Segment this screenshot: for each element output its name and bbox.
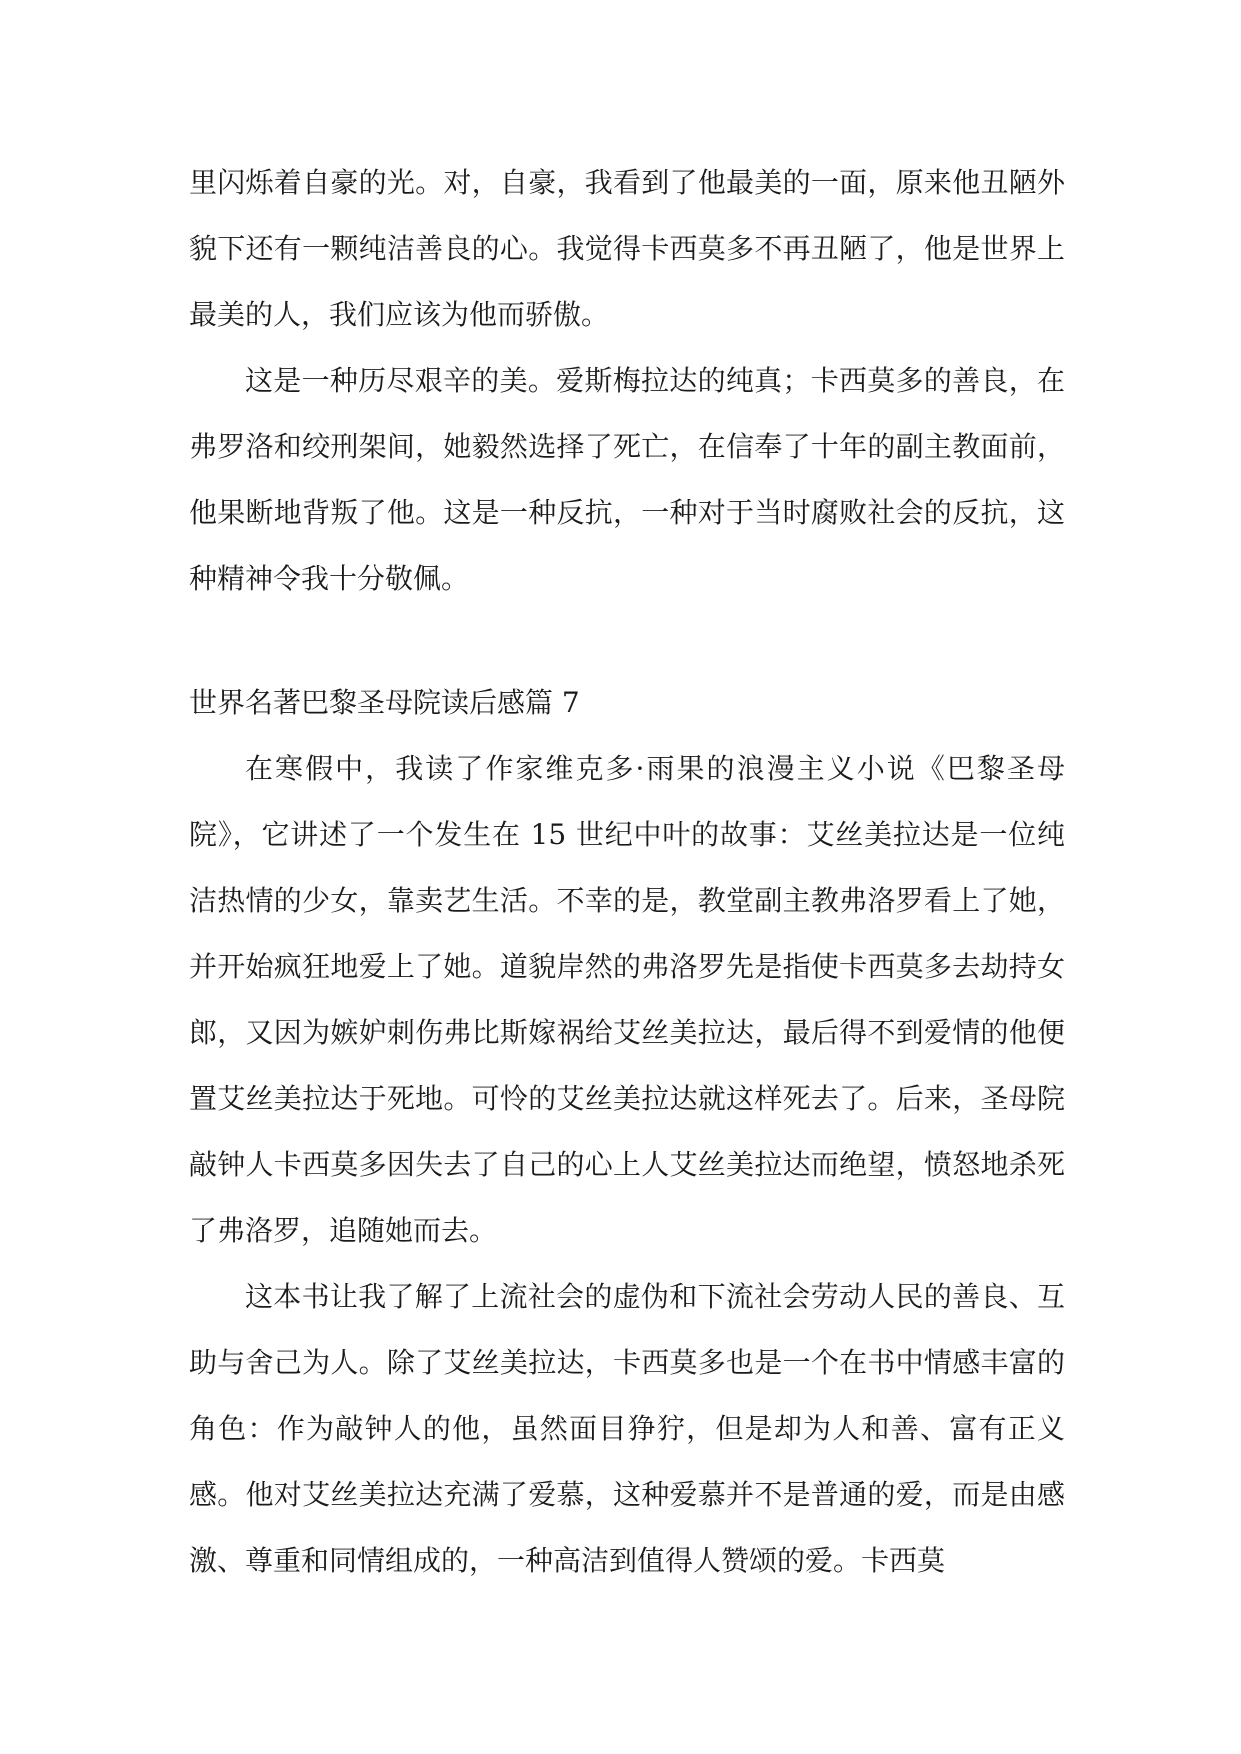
section-heading: 世界名著巴黎圣母院读后感篇 7 [189,686,580,719]
paragraph-2: 这是一种历尽艰辛的美。爱斯梅拉达的纯真；卡西莫多的善良，在弗罗洛和绞刑架间，她毅然选择了死亡，在信奉了十年的副主教面前，他果断地背叛了他。这是一种反抗，一种对于当时腐败社会的反抗，这种精神令我十分敬佩。 [189,364,1065,595]
paragraph-3: 在寒假中，我读了作家维克多·雨果的浪漫主义小说《巴黎圣母院》，它讲述了一个发生在 15 世纪中叶的故事：艾丝美拉达是一位纯洁热情的少女，靠卖艺生活。不幸的是，教堂副主教弗洛罗看上了她，并开始疯狂地爱上了她。道貌岸然的弗洛罗先是指使卡西莫多去劫持女郎，又因为嫉妒刺伤弗比斯嫁祸给艾丝美拉达，最后得不到爱情的他便置艾丝美拉达于死地。可怜的艾丝美拉达就这样死去了。后来，圣母院敲钟人卡西莫多因失去了自己的心上人艾丝美拉达而绝望，愤怒地杀死了弗洛罗，追随她而去。 [189,752,1065,1247]
paragraph-1: 里闪烁着自豪的光。对，自豪，我看到了他最美的一面，原来他丑陋外貌下还有一颗纯洁善良的心。我觉得卡西莫多不再丑陋了，他是世界上最美的人，我们应该为他而骄傲。 [189,166,1065,331]
document-page [189,150,1065,1594]
paragraph-4: 这本书让我了解了上流社会的虚伪和下流社会劳动人民的善良、互助与舍己为人。除了艾丝美拉达，卡西莫多也是一个在书中情感丰富的角色：作为敲钟人的他，虽然面目狰狞，但是却为人和善、富有正义感。他对艾丝美拉达充满了爱慕，这种爱慕并不是普通的爱，而是由感激、尊重和同情组成的，一种高洁到值得人赞颂的爱。卡西莫 [189,1280,1065,1577]
